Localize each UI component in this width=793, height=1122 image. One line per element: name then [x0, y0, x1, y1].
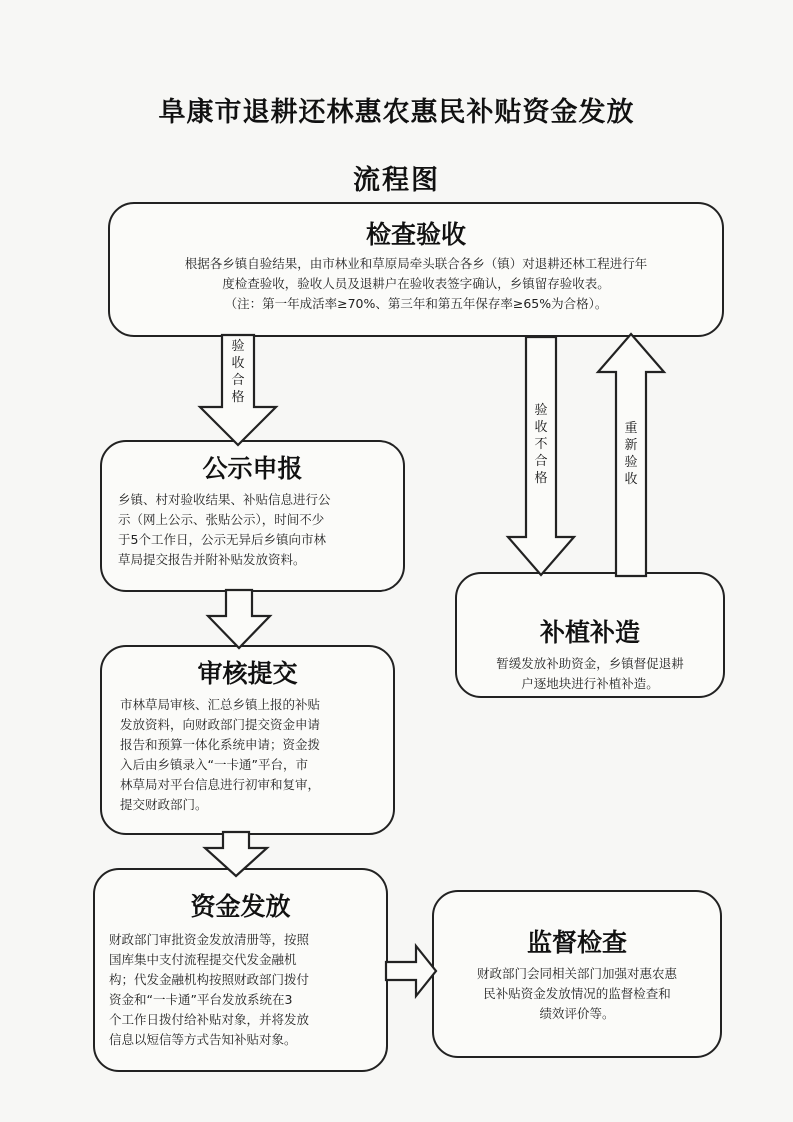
text-line: 发放资料，向财政部门提交资金申请	[120, 717, 321, 732]
text-line: 国库集中支付流程提交代发金融机	[109, 952, 297, 967]
step-publicity-text	[118, 490, 387, 570]
step-inspection-text	[124, 254, 708, 314]
text-line: （注：第一年成活率≥70%、第三年和第五年保存率≥65%为合格）。	[224, 296, 608, 311]
text-line: 草局提交报告并附补贴发放资料。	[118, 552, 306, 567]
text-line: 个工作日拨付给补贴对象，并将发放	[109, 1012, 310, 1027]
label-char: 验	[231, 339, 245, 354]
text-line: 于5个工作日，公示无异后乡镇向市林	[118, 532, 326, 547]
step-review-text	[120, 695, 375, 815]
step-replanting-text	[471, 654, 709, 694]
text-line: 根据各乡镇自验结果，由市林业和草原局牵头联合各乡（镇）对退耕还林工程进行年	[184, 256, 648, 271]
label-char: 收	[231, 356, 245, 371]
text-line: 入后由乡镇录入“一卡通”平台，市	[120, 757, 308, 772]
text-line: 度检查验收，验收人员及退耕户在验收表签字确认，乡镇留存验收表。	[222, 276, 610, 291]
label-char: 收	[534, 420, 548, 435]
label-char: 重	[624, 421, 638, 436]
label-char: 验	[624, 455, 638, 470]
arrow-pass-label	[230, 338, 246, 406]
text-line: 财政部门会同相关部门加强对惠农惠	[476, 966, 677, 981]
step-review-box	[100, 645, 395, 835]
text-line: 构；代发金融机构按照财政部门拨付	[109, 972, 310, 987]
label-char: 合	[231, 373, 245, 388]
step-replanting-title: 补植补造	[539, 618, 640, 647]
label-char: 新	[624, 438, 638, 453]
arrow-fail-label	[533, 402, 549, 487]
arrow-review-to-fund	[205, 832, 267, 878]
text-line: 报告和预算一体化系统申请；资金拨	[120, 737, 321, 752]
page-subtitle: 流程图	[353, 165, 440, 196]
text-line: 暂缓发放补助资金，乡镇督促退耕	[496, 656, 684, 671]
arrow-recheck-label	[623, 420, 639, 488]
step-replanting-box	[455, 572, 725, 698]
label-char: 不	[534, 437, 548, 452]
step-publicity-title: 公示申报	[202, 454, 303, 483]
text-line: 民补贴资金发放情况的监督检查和	[483, 986, 671, 1001]
text-line: 市林草局审核、汇总乡镇上报的补贴	[120, 697, 321, 712]
text-line: 绩效评价等。	[539, 1006, 615, 1021]
label-char: 合	[534, 454, 548, 469]
text-line: 林草局对平台信息进行初审和复审，	[120, 777, 321, 792]
step-supervision-text	[450, 964, 704, 1024]
step-review-title: 审核提交	[197, 659, 298, 688]
step-inspection-title: 检查验收	[365, 220, 466, 249]
label-char: 收	[624, 472, 638, 487]
arrow-fund-to-supervision	[386, 946, 438, 996]
step-inspection-box	[108, 202, 724, 337]
step-disbursement-title: 资金发放	[190, 892, 291, 921]
label-char: 格	[534, 471, 548, 486]
step-publicity-box	[100, 440, 405, 592]
step-supervision-title: 监督检查	[526, 928, 627, 957]
text-line: 乡镇、村对验收结果、补贴信息进行公	[118, 492, 331, 507]
label-char: 格	[231, 390, 245, 405]
text-line: 户逐地块进行补植补造。	[521, 676, 659, 691]
label-char: 验	[534, 403, 548, 418]
page-title: 阜康市退耕还林惠农惠民补贴资金发放	[158, 97, 635, 128]
text-line: 财政部门审批资金发放清册等，按照	[109, 932, 310, 947]
text-line: 信息以短信等方式告知补贴对象。	[109, 1032, 297, 1047]
text-line: 示（网上公示、张贴公示），时间不少	[118, 512, 325, 527]
arrow-public-to-review	[208, 590, 270, 650]
step-disbursement-box	[93, 868, 388, 1072]
step-disbursement-text	[109, 930, 372, 1050]
text-line: 提交财政部门。	[120, 797, 208, 812]
text-line: 资金和“一卡通”平台发放系统在3	[109, 992, 293, 1007]
step-supervision-box	[432, 890, 722, 1058]
